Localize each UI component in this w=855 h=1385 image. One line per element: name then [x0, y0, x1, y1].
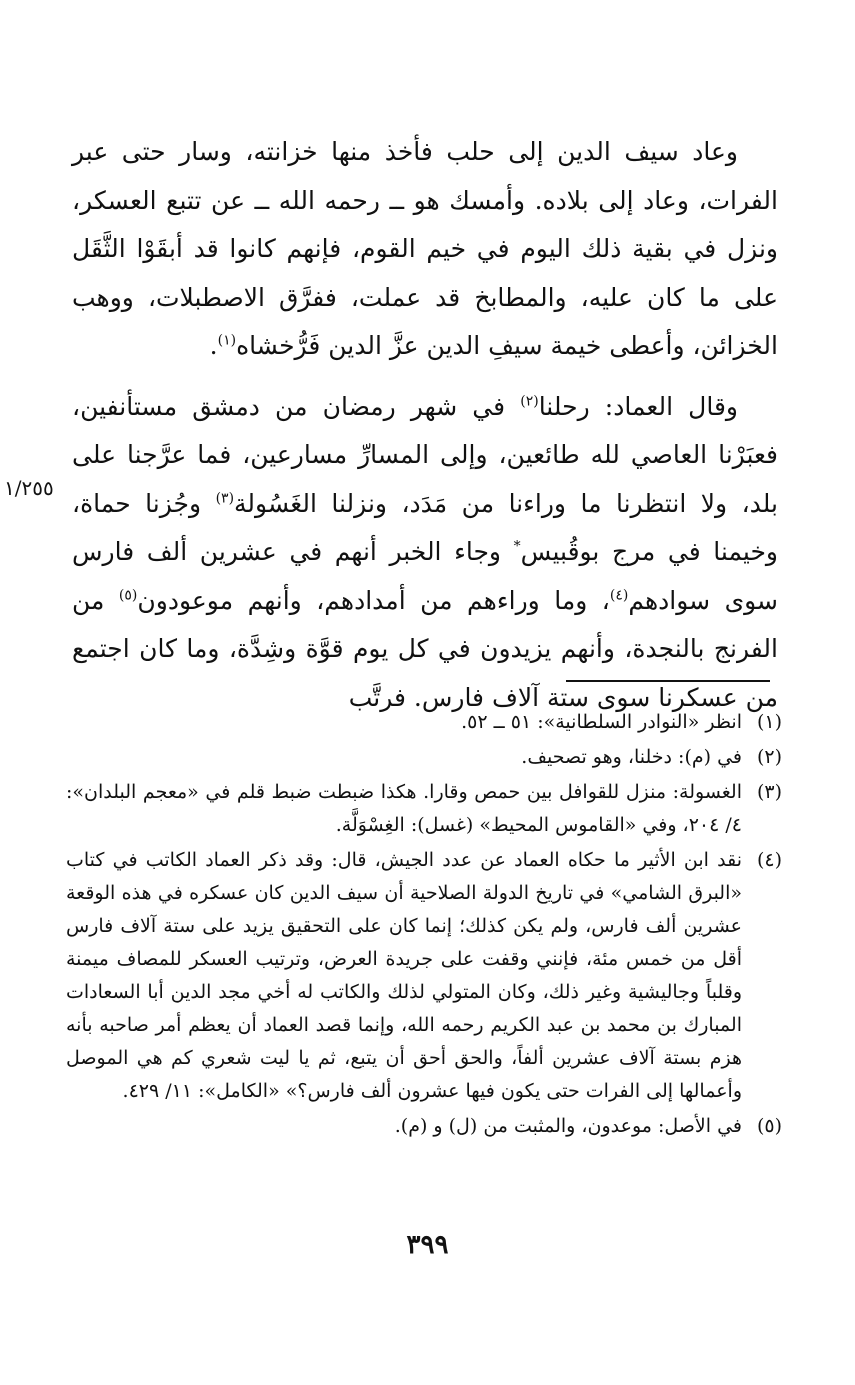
footnote-text: نقد ابن الأثير ما حكاه العماد عن عدد الجيش، قال: وقد ذكر العماد الكاتب في كتاب «البرق الشامي» في تاريخ الدولة الصلاحية أن سيف الدين كان عسكره في هذه الوقعة عشرين ألف فارس، ولم يكن كذلك؛ إنما كان على التحقيق يزيد على ستة آلاف فارس أقل من خمس مئة، فإنني وقفت على جريدة العرض، وترتيب العسكر للمصاف ميمنة وقلباً وجاليشية وغير ذلك، وكان المتولي لذلك والكاتب له أخي مجد الدين أبا السعادات المبارك بن محمد بن عبد الكريم رحمه الله، وإنما قصد العماد أن يعظم أمر صاحبه بأنه هزم بستة آلاف عشرين ألفاً، والحق أحق أن يتبع، ثم يا ليت شعري كم هي الموصل وأعمالها إلى الفرات حتى يكون فيها عشرون ألف فارس؟» «الكامل»: ١١/ ٤٢٩.	[66, 849, 742, 1102]
footnote-number: (٣)	[756, 781, 782, 803]
footnote-text: انظر «النوادر السلطانية»: ٥١ ــ ٥٢.	[461, 711, 742, 733]
footnote-divider	[566, 680, 770, 682]
asterisk-marker: *	[513, 538, 521, 555]
footnote-number: (١)	[756, 711, 782, 733]
footnote-ref-5: (٥)	[118, 587, 138, 604]
footnote-number: (٢)	[756, 746, 782, 768]
footnote	[66, 706, 782, 739]
footnotes	[66, 706, 782, 1145]
paragraph-2-text-a: وقال العماد: رحلنا	[538, 391, 738, 421]
footnote	[66, 844, 782, 1108]
paragraph-2-text-e: ، وما وراءهم من أمدادهم، وأنهم موعودون	[137, 585, 610, 615]
footnote-text: الغسولة: منزل للقوافل بين حمص وقارا. هكذا ضبطت ضبط قلم في «معجم البلدان»: ٤/ ٢٠٤، وفي «القاموس المحيط» (غسل): الغِسْوَلَّة.	[66, 781, 742, 836]
margin-page-reference: ١/٢٥٥	[4, 476, 54, 500]
paragraph-1-text: وعاد سيف الدين إلى حلب فأخذ منها خزانته، وسار حتى عبر الفرات، وعاد إلى بلاده. وأمسك هو ــ رحمه الله ــ عن تتبع العسكر، ونزل في بقية ذلك اليوم في خيم القوم، فإنهم كانوا قد أبقَوْا الثَّقَل على ما كان عليه، والمطابخ قد عملت، ففرَّق الاصطبلات، ووهب الخزائن، وأعطى خيمة سيفِ الدين عزَّ الدين فَرُّخشاه	[72, 137, 778, 360]
page-number: ٣٩٩	[406, 1230, 449, 1260]
paragraph-1-end: .	[209, 331, 218, 360]
paragraph-2-text-d: وجاء الخبر أنهم في عشرين ألف فارس سوى سوادهم	[72, 537, 778, 615]
footnote-ref-1: (١)	[217, 332, 237, 349]
footnote	[66, 741, 782, 774]
footnote-number: (٥)	[756, 1115, 782, 1137]
paragraph-2-text-c: وجُزنا حماة، وخيمنا في مرج بوقُبيس	[72, 488, 778, 566]
paragraph-2	[72, 383, 778, 723]
footnote-ref-2: (٢)	[520, 393, 539, 410]
footnote	[66, 1110, 782, 1143]
footnote	[66, 776, 782, 842]
paragraph-2-text-f: من الفرنج بالنجدة، وأنهم يزيدون في كل يوم قوَّة وشِدَّة، وما كان اجتمع من عسكرنا سوى ستة آلاف فارس. فرتَّب	[72, 585, 778, 712]
footnote-text: في (م): دخلنا، وهو تصحيف.	[521, 746, 742, 768]
paragraph-1	[72, 128, 778, 371]
footnote-ref-3: (٣)	[215, 490, 235, 507]
paragraph-2-text-b: في شهر رمضان من دمشق مستأنفين، فعبَرْنا العاصي لله طائعين، وإلى المسارِّ مسارعين، فما عرَّجنا على بلد، ولا انتظرنا ما وراءنا من مَدَد، ونزلنا الغَسُولة	[72, 391, 779, 518]
footnote-ref-4: (٤)	[609, 587, 629, 604]
footnote-text: في الأصل: موعدون، والمثبت من (ل) و (م).	[394, 1115, 742, 1137]
footnote-number: (٤)	[756, 849, 782, 871]
main-text	[72, 128, 778, 722]
